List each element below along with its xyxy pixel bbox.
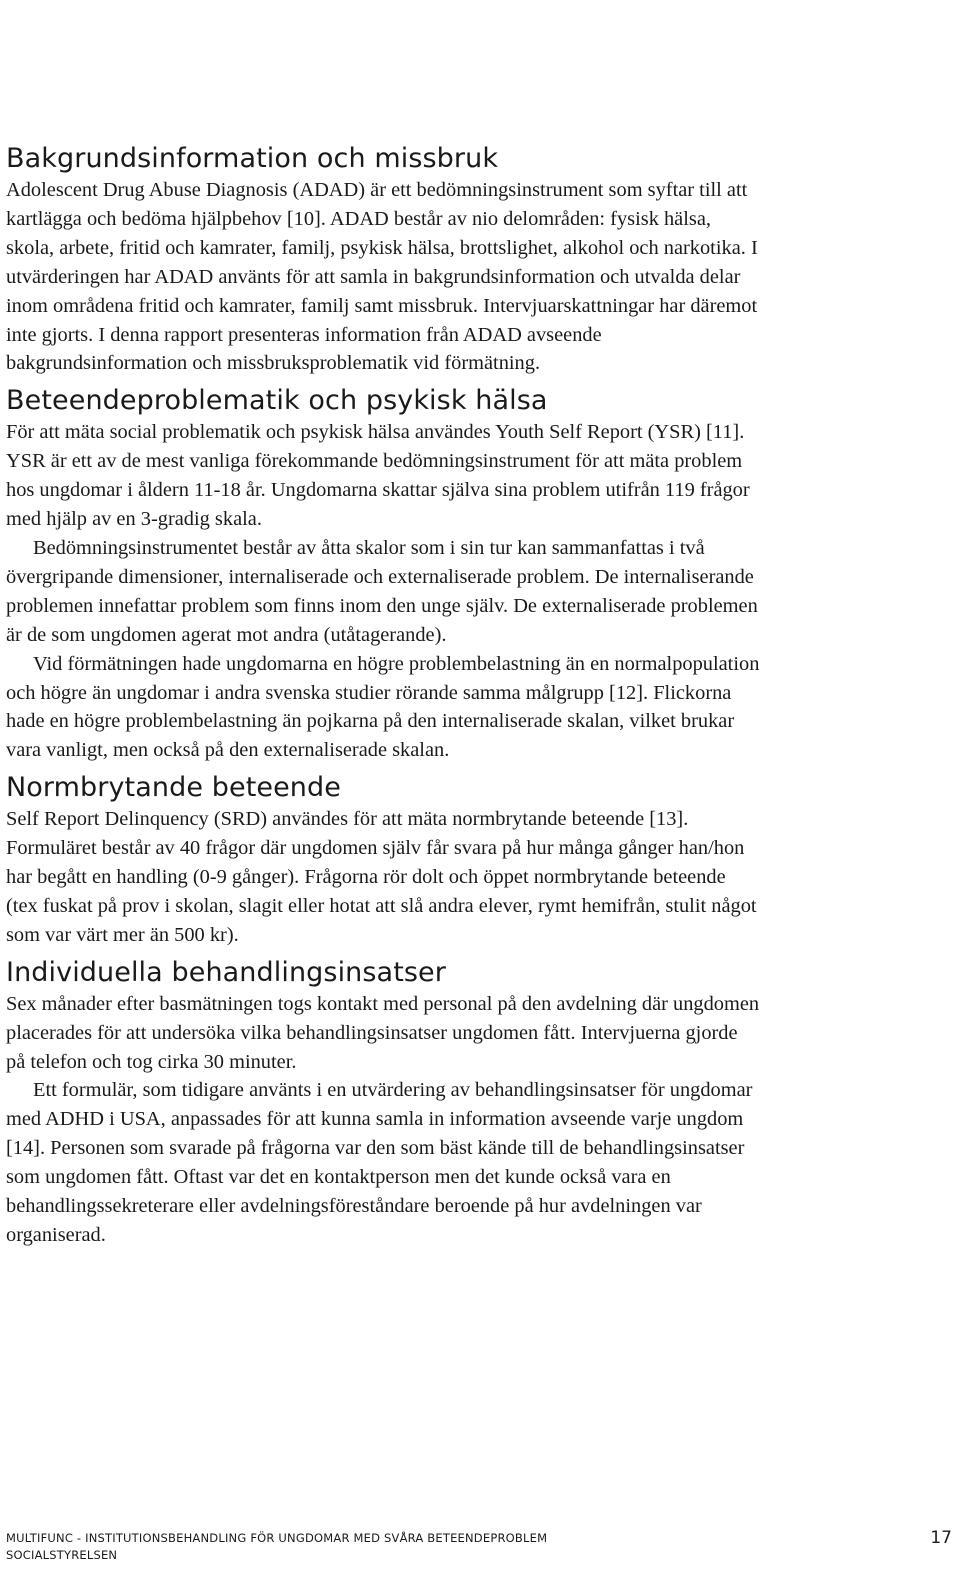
footer-report-title: MULTIFUNC - INSTITUTIONSBEHANDLING FÖR UNGDOMAR MED SVÅRA BETEENDEPROBLEM xyxy=(6,1531,548,1545)
page-footer xyxy=(6,1530,952,1564)
paragraph: Vid förmätningen hade ungdomarna en högre problembelastning än en normalpopulation och högre än ungdomar i andra svenska studier rörande samma målgrupp [12]. Flickorna hade en högre problembelastning än pojkarna på den internaliserade skalan, vilket brukar vara vanligt, men också på den externaliserade skalan. xyxy=(6,652,760,762)
section-bakgrund xyxy=(6,142,760,378)
section-normbrytande xyxy=(6,771,760,950)
section-heading: Individuella behandlingsinsatser xyxy=(6,956,446,988)
footer-publisher: SOCIALSTYRELSEN xyxy=(6,1548,118,1562)
paragraph: För att mäta social problematik och psykisk hälsa användes Youth Self Report (YSR) [11]. YSR är ett av de mest vanliga förekommande bedömningsinstrument för att mäta problem hos ungdomar i åldern 11-18 år. Ungdomarna skattar själva sina problem utifrån 119 frågor med hjälp av en 3-gradig skala. xyxy=(6,421,750,531)
page-body xyxy=(6,142,760,1256)
section-behandlingsinsatser xyxy=(6,956,760,1250)
paragraph: Bedömningsinstrumentet består av åtta skalor som i sin tur kan sammanfattas i två övergripande dimensioner, internaliserade och externaliserade problem. De internaliserande problemen innefattar problem som finns inom den unge själv. De externaliserade problemen är de som ungdomen agerat mot andra (utåtagerande). xyxy=(6,536,758,646)
page-number: 17 xyxy=(930,1528,952,1548)
paragraph: Adolescent Drug Abuse Diagnosis (ADAD) är ett bedömningsinstrument som syftar till att kartlägga och bedöma hjälpbehov [10]. ADAD består av nio delområden: fysisk hälsa, skola, arbete, fritid och kamrater, familj, psykisk hälsa, brottslighet, alkohol och narkotika. I utvärderingen har ADAD använts för att samla in bakgrundsinformation och utvalda delar inom områdena fritid och kamrater, familj samt missbruk. Intervjuarskattningar har däremot inte gjorts. I denna rapport presenteras information från ADAD avseende bakgrundsinformation och missbruksproblematik vid förmätning. xyxy=(6,179,758,375)
paragraph: Ett formulär, som tidigare använts i en utvärdering av behandlingsinsatser för ungdomar med ADHD i USA, anpassades för att kunna samla in information avseende varje ungdom [14]. Personen som svarade på frågorna var den som bäst kände till de behandlingsinsatser som ungdomen fått. Oftast var det en kontaktperson men det kunde också vara en behandlingssekreterare eller avdelningsföreståndare beroende på hur avdelningen var organiserad. xyxy=(6,1079,753,1246)
section-beteende xyxy=(6,384,760,765)
section-heading: Bakgrundsinformation och missbruk xyxy=(6,143,499,174)
paragraph: Sex månader efter basmätningen togs kontakt med personal på den avdelning där ungdomen placerades för att undersöka vilka behandlingsinsatser ungdomen fått. Intervjuerna gjorde på telefon och tog cirka 30 minuter. xyxy=(6,992,760,1073)
paragraph: Self Report Delinquency (SRD) användes för att mäta normbrytande beteende [13]. Formuläret består av 40 frågor där ungdomen själv får svara på hur många gånger han/hon har begått en handling (0-9 gånger). Frågorna rör dolt och öppet normbrytande beteende (tex fuskat på prov i skolan, slagit eller hotat att slå andra elever, rymt hemifrån, stulit något som var värt mer än 500 kr). xyxy=(6,808,757,946)
section-heading: Beteendeproblematik och psykisk hälsa xyxy=(6,385,548,417)
section-heading: Normbrytande beteende xyxy=(6,772,341,804)
